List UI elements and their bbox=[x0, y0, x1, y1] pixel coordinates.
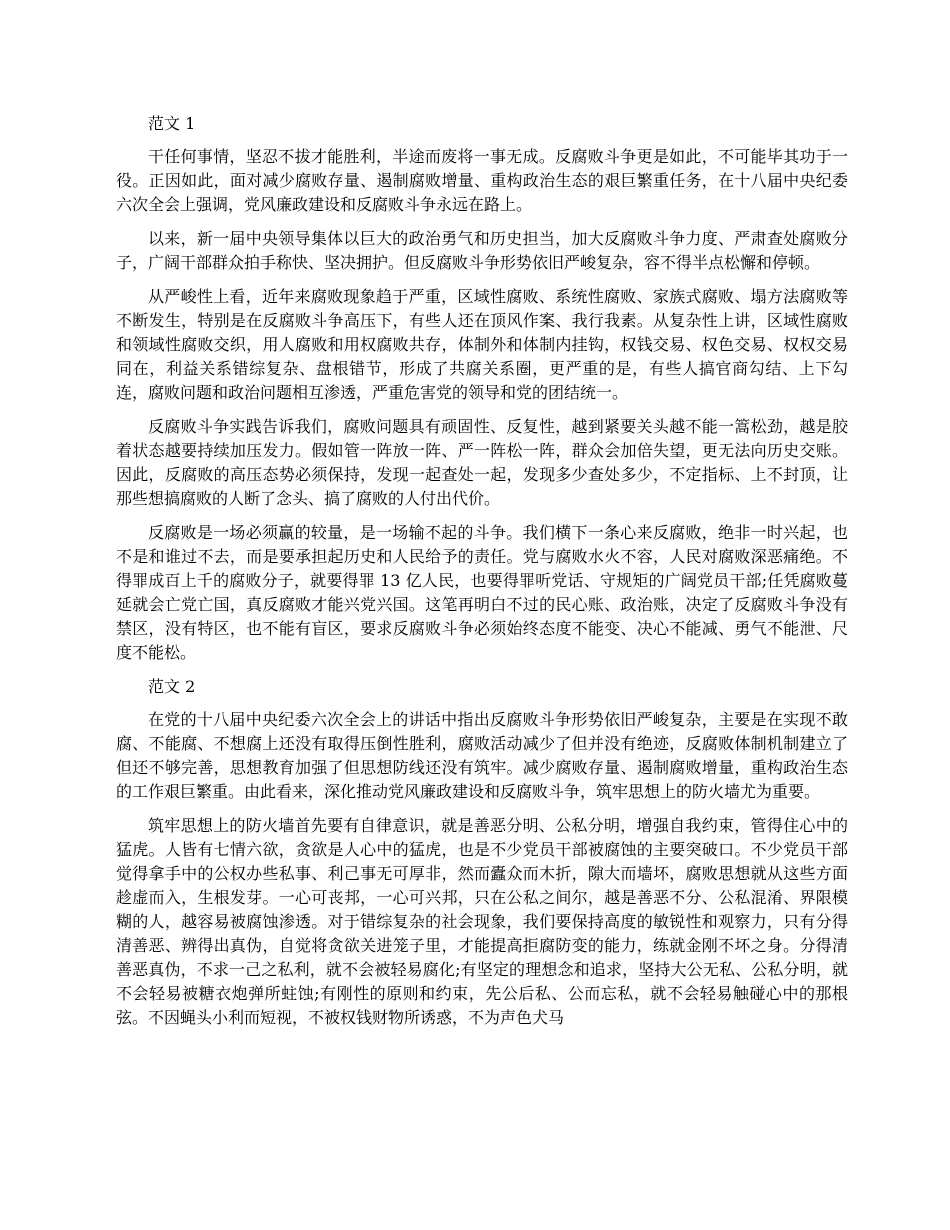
section-heading: 范文 1 bbox=[148, 114, 196, 133]
document-page bbox=[116, 112, 848, 1040]
section-heading: 范文 2 bbox=[148, 677, 196, 696]
paragraph: 以来，新一届中央领导集体以巨大的政治勇气和历史担当，加大反腐败斗争力度、严肃查处腐败分子，广阔干部群众拍手称快、坚决拥护。但反腐败斗争形势依旧严峻复杂，容不得半点松懈和停顿。 bbox=[116, 229, 848, 272]
section-1 bbox=[116, 112, 848, 665]
paragraph: 筑牢思想上的防火墙首先要有自律意识，就是善恶分明、公私分明，增强自我约束，管得住心中的猛虎。人皆有七情六欲，贪欲是人心中的猛虎，也是不少党员干部被腐蚀的主要突破口。不少党员干部觉得拿手中的公权办些私事、利己事无可厚非，然而蠹众而木折，隙大而墙坏，腐败思想就从这些方面趁虚而入，生根发芽。一心可丧邦，一心可兴邦，只在公私之间尔，越是善恶不分、公私混淆、界限模糊的人，越容易被腐蚀渗透。对于错综复杂的社会现象，我们要保持高度的敏锐性和观察力，只有分得清善恶、辨得出真伪，自觉将贪欲关进笼子里，才能提高拒腐防变的能力，练就金刚不坏之身。分得清善恶真伪，不求一己之私利，就不会被轻易腐化;有坚定的理想念和追求，坚持大公无私、公私分明，就不会轻易被糖衣炮弹所蛀蚀;有刚性的原则和约束，先公后私、公而忘私，就不会轻易触碰心中的那根弦。不因蝇头小利而短视，不被权钱财物所诱惑，不为声色犬马 bbox=[116, 816, 848, 1027]
paragraph: 干任何事情，坚忍不拔才能胜利，半途而废将一事无成。反腐败斗争更是如此，不可能毕其功于一役。正因如此，面对减少腐败存量、遏制腐败增量、重构政治生态的艰巨繁重任务，在十八届中央纪委六次全会上强调，党风廉政建设和反腐败斗争永远在路上。 bbox=[116, 147, 848, 214]
paragraph: 在党的十八届中央纪委六次全会上的讲话中指出反腐败斗争形势依旧严峻复杂，主要是在实现不敢腐、不能腐、不想腐上还没有取得压倒性胜利，腐败活动减少了但并没有绝迹，反腐败体制机制建立了但还不够完善，思想教育加强了但思想防线还没有筑牢。减少腐败存量、遏制腐败增量，重构政治生态的工作艰巨繁重。由此看来，深化推动党风廉政建设和反腐败斗争，筑牢思想上的防火墙尤为重要。 bbox=[116, 710, 848, 801]
section-2 bbox=[116, 675, 848, 1030]
paragraph: 反腐败是一场必须赢的较量，是一场输不起的斗争。我们横下一条心来反腐败，绝非一时兴起，也不是和谁过不去，而是要承担起历史和人民给予的责任。党与腐败水火不容，人民对腐败深恶痛绝。不得罪成百上千的腐败分子，就要得罪 13 亿人民，也要得罪听党话、守规矩的广阔党员干部;任凭腐败蔓延就会亡党亡国，真反腐败才能兴党兴国。这笔再明白不过的民心账、政治账，决定了反腐败斗争没有禁区，没有特区，也不能有盲区，要求反腐败斗争必须始终态度不能变、决心不能减、勇气不能泄、尺度不能松。 bbox=[116, 523, 848, 662]
paragraph: 从严峻性上看，近年来腐败现象趋于严重，区域性腐败、系统性腐败、家族式腐败、塌方法腐败等不断发生，特别是在反腐败斗争高压下，有些人还在顶风作案、我行我素。从复杂性上讲，区域性腐败和领域性腐败交织，用人腐败和用权腐败共存，体制外和体制内挂钩，权钱交易、权色交易、权权交易同在，利益关系错综复杂、盘根错节，形成了共腐关系圈，更严重的是，有些人搞官商勾结、上下勾连，腐败问题和政治问题相互渗透，严重危害党的领导和党的团结统一。 bbox=[116, 287, 848, 402]
paragraph: 反腐败斗争实践告诉我们，腐败问题具有顽固性、反复性，越到紧要关头越不能一篙松劲，越是胶着状态越要持续加压发力。假如管一阵放一阵、严一阵松一阵，群众会加倍失望，更无法向历史交账。因此，反腐败的高压态势必须保持，发现一起查处一起，发现多少查处多少，不定指标、上不封顶，让那些想搞腐败的人断了念头、搞了腐败的人付出代价。 bbox=[116, 417, 848, 508]
